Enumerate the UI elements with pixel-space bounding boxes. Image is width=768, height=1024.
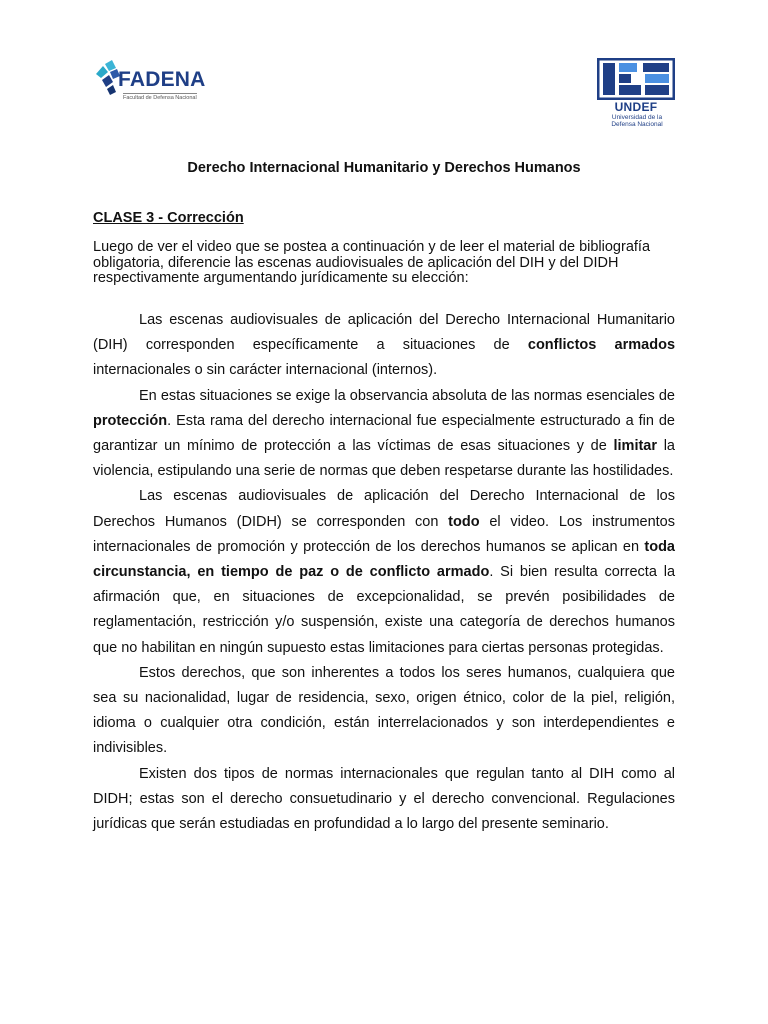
bold-term: todo bbox=[448, 513, 480, 530]
paragraph-dih bbox=[93, 308, 675, 384]
undef-logo-text: UNDEF bbox=[614, 100, 658, 114]
undef-logo-subtitle bbox=[599, 114, 675, 128]
undef-subtitle-line2: Defensa Nacional bbox=[611, 121, 663, 128]
undef-subtitle-line1: Universidad de la bbox=[611, 114, 663, 121]
bold-term: protección bbox=[93, 412, 168, 429]
paragraph-text: Las escenas audiovisuales de aplicación del Derecho Internacional de los Derechos Humanos (DIDH) se corresponden con bbox=[93, 488, 675, 530]
paragraph-text: Estos derechos, que son inherentes a todos los seres humanos, cualquiera que sea su nacionalidad, lugar de residencia, sexo, origen étnico, color de la piel, religión, idioma o cualquier otra condición, están interrelacionados y son interdependientes e indivisibles. bbox=[93, 664, 675, 757]
paragraph-normas bbox=[93, 762, 675, 838]
document-body bbox=[93, 308, 675, 837]
bold-term: limitar bbox=[613, 438, 658, 455]
document-title: Derecho Internacional Humanitario y Derechos Humanos bbox=[187, 160, 581, 176]
paragraph-derechos bbox=[93, 661, 675, 762]
paragraph-text: Existen dos tipos de normas internacionales que regulan tanto al DIH como al DIDH; estas son el derecho consuetudinario y el derecho convencional. Regulaciones jurídicas que serán estudiadas en profundidad a lo largo del presente seminario. bbox=[93, 765, 675, 833]
paragraph-didh bbox=[93, 484, 675, 660]
undef-emblem-icon bbox=[597, 58, 675, 100]
paragraph-proteccion bbox=[93, 384, 675, 485]
instructions-text: Luego de ver el video que se postea a continuación y de leer el material de bibliografía obligatoria, diferencie las escenas audiovisuales de aplicación del DIH y del DIDH respectivamente argumentando jurídicamente su elección: bbox=[93, 239, 651, 286]
paragraph-text: internacionales o sin carácter internacional (internos). bbox=[93, 362, 438, 379]
fadena-logo-text: FADENA bbox=[118, 68, 206, 91]
paragraph-text: . Si bien resulta correcta la afirmación que, en situaciones de excepcionalidad, se prevén posibilidades de reglamentación, restricción y/o suspensión, existe una categoría de derechos humanos que no habilitan en ningún supuesto estas limitaciones para ciertas personas protegidas. bbox=[93, 564, 676, 656]
undef-logo bbox=[597, 58, 677, 130]
paragraph-text: el video. Los instrumentos internacionales de promoción y protección de los derechos humanos se aplican en bbox=[93, 513, 675, 555]
paragraph-text: la violencia, estipulando una serie de normas que deben respetarse durante las hostilidades. bbox=[93, 438, 675, 480]
paragraph-text: . Esta rama del derecho internacional fue especialmente estructurado a fin de garantizar un mínimo de protección a las víctimas de esas situaciones y de bbox=[93, 412, 675, 455]
section-heading: CLASE 3 - Corrección bbox=[93, 210, 244, 226]
paragraph-text: En estas situaciones se exige la observancia absoluta de las normas esenciales de bbox=[139, 387, 675, 404]
bold-term: conflictos armados bbox=[527, 337, 676, 354]
bold-term: toda circunstancia, en tiempo de paz o de conflicto armado bbox=[93, 538, 675, 581]
fadena-logo-subtitle: Facultad de Defensa Nacional bbox=[123, 95, 197, 101]
paragraph-text: Las escenas audiovisuales de aplicación del Derecho Internacional Humanitario (DIH) corresponden específicamente a situaciones de bbox=[93, 312, 675, 354]
fadena-logo bbox=[94, 58, 214, 104]
